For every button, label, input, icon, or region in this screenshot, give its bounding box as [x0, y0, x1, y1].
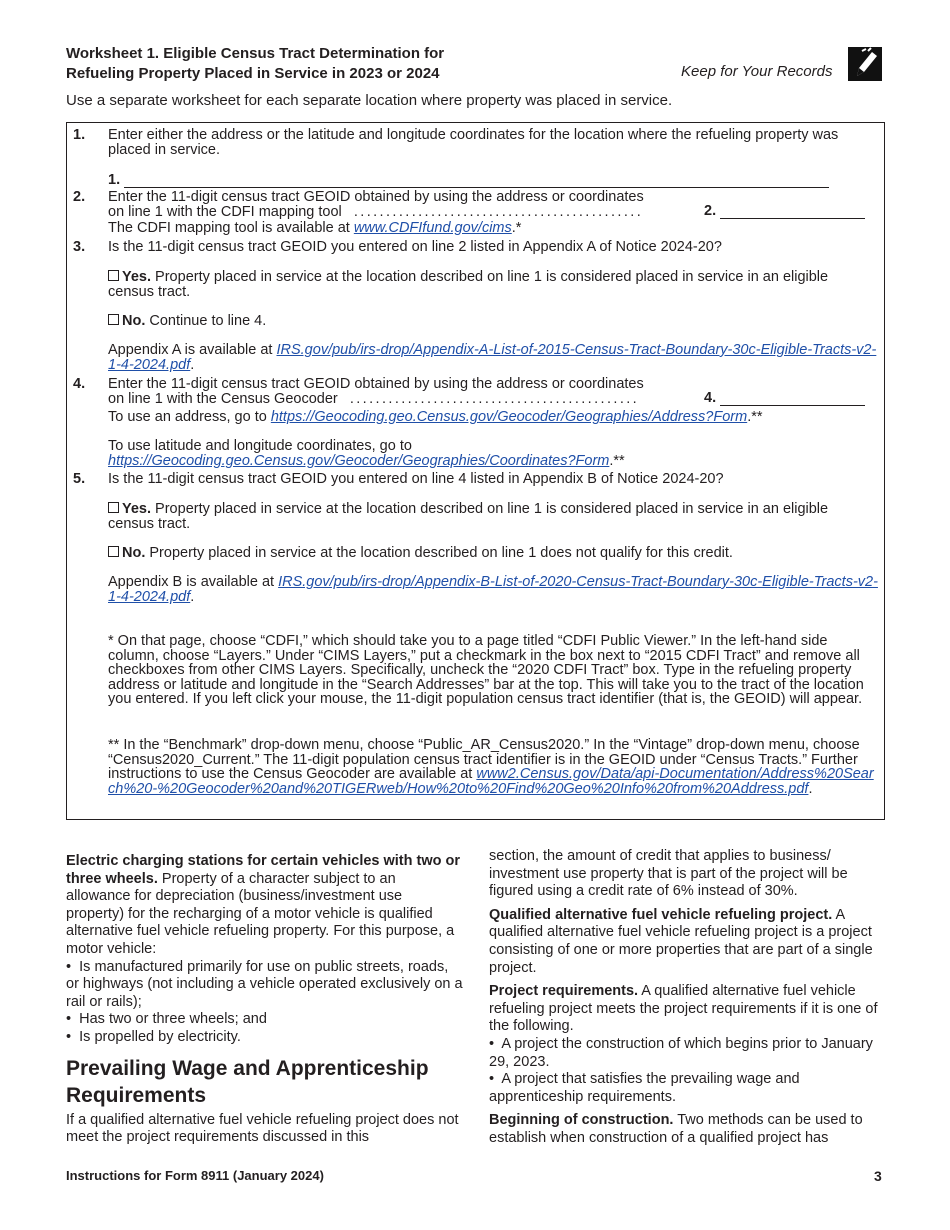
leader-dots: .............................................: [353, 203, 644, 220]
worksheet-box: [66, 122, 885, 820]
text: Property placed in service at the location described on line 1 is considered placed in service in an eligible census tract.: [108, 501, 829, 532]
bullet-list: [66, 959, 464, 1047]
field-label: 4.: [704, 390, 717, 406]
field-label: 2.: [704, 203, 717, 219]
text: .: [190, 588, 195, 605]
line-3-text: Is the 11-digit census tract GEOID you entered on line 2 listed in Appendix A of Notice 2024-20?: [108, 239, 722, 255]
paragraph: section, the amount of credit that applies to business/ investment use property that is part of the project will be figured using a credit rate of 6% instead of 30%.: [489, 848, 848, 900]
text: The CDFI mapping tool is available at: [108, 220, 354, 236]
text: Property of a character subject to an allowance for depreciation (business/investment use property) for the recharging of a motor vehicle is qualified alternative fuel vehicle refueling property. For this purpose, a motor vehicle:: [66, 870, 455, 957]
text: A qualified alternative fuel vehicle refueling project is a project consisting of one or more properties that are part of a single project.: [489, 906, 873, 976]
keep-for-records: Keep for Your Records: [681, 63, 833, 80]
line-4-field[interactable]: [704, 391, 865, 406]
bullet-item: • Is propelled by electricity.: [66, 1028, 241, 1045]
text: Appendix A is available at: [108, 342, 277, 358]
line-number: 4.: [73, 376, 86, 392]
text: .**: [609, 452, 625, 469]
line-5-text: Is the 11-digit census tract GEOID you entered on line 4 listed in Appendix B of Notice 2024-20?: [108, 471, 724, 487]
text: .: [808, 780, 813, 797]
page-number: 3: [874, 1168, 882, 1184]
text: Appendix B is available at: [108, 574, 279, 590]
paragraph: If a qualified alternative fuel vehicle refueling project does not meet the project requirements discussed in this: [66, 1111, 459, 1146]
geocoder-instructions-link[interactable]: www2.Census.gov/Data/api-Documentation/Address%20Search%20-%20Geocoder%20and%20TIGERweb/How%20to%20Find%20Geo%20Info%20from%20Address.pdf: [108, 766, 874, 797]
line-2-note: [108, 221, 878, 236]
pencil-icon: [848, 47, 882, 81]
text: A qualified alternative fuel vehicle refueling project meets the project requirements if it is one of the following.: [489, 983, 878, 1035]
yes-label: Yes.: [122, 501, 152, 517]
text: A project the construction of which begins prior to January 29, 2023.: [489, 1035, 873, 1070]
text: Property placed in service at the location described on line 1 is considered placed in service in an eligible census tract.: [108, 269, 829, 300]
geocoder-coordinates-link[interactable]: https://Geocoding.geo.Census.gov/Geocoder/Geographies/Coordinates?Form: [108, 452, 610, 469]
bullet-item: • Has two or three wheels; and: [66, 1011, 267, 1028]
footnote-geocoder: [108, 738, 878, 796]
address-note: [108, 410, 878, 425]
coordinates-note: [108, 439, 878, 468]
line-1-text: Enter either the address or the latitude and longitude coordinates for the location where the refueling property was placed in service.: [108, 127, 839, 158]
no-checkbox[interactable]: [108, 546, 119, 557]
text: Property placed in service at the location described on line 1 does not qualify for this credit.: [145, 545, 733, 561]
field-label: 1.: [108, 172, 121, 188]
text: Has two or three wheels; and: [79, 1011, 267, 1028]
line-number: 5.: [73, 471, 86, 487]
bullet-list: [489, 1036, 887, 1106]
footnote-cdfi: * On that page, choose “CDFI,” which should take you to a page titled “CDFI Public Viewer.” In the left-hand side column, choose “Layers.” Under “CIMS Layers,” put a checkmark in the box next to “2015 CDFI Tract” and remove all checkboxes from other CIMS Layers. Specifically, uncheck the “2020 CDFI Tract” box. Type in the refueling property address or latitude and longitude in the “Search Addresses” bar at the top. This will take you to the tract of the location you entered. If you left click your mouse, the 11-digit population census tract identifier (that is, the GEOID) will appear.: [108, 633, 864, 707]
worksheet-title: [66, 44, 444, 84]
subheading: Electric charging stations for certain vehicles with two or three wheels.: [66, 853, 461, 887]
right-column: [489, 848, 887, 1154]
leader-dots: .............................................: [349, 390, 640, 407]
line-1-field[interactable]: [108, 173, 878, 188]
subheading: Beginning of construction.: [489, 1112, 674, 1129]
text: on line 1 with the CDFI mapping tool: [108, 203, 342, 220]
no-checkbox[interactable]: [108, 314, 119, 325]
left-column: [66, 853, 464, 1153]
text: A project that satisfies the prevailing wage and apprenticeship requirements.: [489, 1071, 800, 1105]
yes-label: Yes.: [122, 269, 152, 285]
line-3-no: [108, 314, 878, 329]
text: ** In the “Benchmark” drop-down menu, choose “Public_AR_Census2020.” In the “Vintage” drop-down menu, choose “Census2020_Current.” The 11-digit population census tract identifier is in the GEOID under “Census Tracts.” Further instructions to use the Census Geocoder are available at: [108, 737, 860, 782]
section-heading: Prevailing Wage and Apprenticeship Requirements: [66, 1056, 429, 1107]
appendix-a-link[interactable]: IRS.gov/pub/irs-drop/Appendix-A-List-of-2015-Census-Tract-Boundary-30c-Eligible-Tracts-v2-1-4-2024.pdf: [108, 342, 877, 373]
subheading: Project requirements.: [489, 983, 639, 1000]
text: on line 1 with the Census Geocoder: [108, 390, 338, 407]
yes-checkbox[interactable]: [108, 270, 119, 281]
text: .*: [511, 220, 522, 236]
line-3-yes: [108, 270, 878, 299]
text: Continue to line 4.: [145, 313, 267, 329]
line-number: 2.: [73, 189, 86, 205]
line-number: 1.: [73, 127, 86, 143]
text: To use latitude and longitude coordinates, go to: [108, 438, 412, 454]
text: .: [190, 356, 195, 373]
no-label: No.: [122, 545, 146, 561]
text: Is propelled by electricity.: [79, 1028, 241, 1045]
bullet-item: • Is manufactured primarily for use on public streets, roads, or highways (not including a vehicle operated exclusively on a rail or rails);: [66, 958, 463, 1010]
intro-text: Use a separate worksheet for each separate location where property was placed in service.: [66, 92, 673, 109]
subheading: Qualified alternative fuel vehicle refueling project.: [489, 906, 833, 923]
appendix-b-link[interactable]: IRS.gov/pub/irs-drop/Appendix-B-List-of-2020-Census-Tract-Boundary-30c-Eligible-Tracts-v2-1-4-2024.pdf: [108, 574, 878, 605]
no-label: No.: [122, 313, 146, 329]
line-5-yes: [108, 502, 878, 531]
line-number: 3.: [73, 239, 86, 255]
appendix-a-note: [108, 343, 878, 372]
footer-form-name: Instructions for Form 8911 (January 2024): [66, 1168, 324, 1183]
text: Is manufactured primarily for use on public streets, roads, or highways (not including a vehicle operated exclusively on a rail or rails);: [66, 958, 463, 1010]
line-5-no: [108, 546, 878, 561]
bullet-item: • A project that satisfies the prevailing wage and apprenticeship requirements.: [489, 1071, 800, 1105]
text: .**: [747, 409, 763, 425]
text: Enter the 11-digit census tract GEOID obtained by using the address or coordinates: [108, 189, 644, 205]
yes-checkbox[interactable]: [108, 502, 119, 513]
title-line: Worksheet 1. Eligible Census Tract Determination for: [66, 45, 445, 62]
appendix-b-note: [108, 575, 878, 604]
title-line: Refueling Property Placed in Service in 2023 or 2024: [66, 65, 440, 82]
cdfi-link[interactable]: www.CDFIfund.gov/cims: [353, 220, 512, 236]
geocoder-address-link[interactable]: https://Geocoding.geo.Census.gov/Geocoder/Geographies/Address?Form: [270, 409, 748, 425]
line-2-field[interactable]: [704, 204, 865, 219]
text: Enter the 11-digit census tract GEOID obtained by using the address or coordinates: [108, 376, 644, 392]
text: To use an address, go to: [108, 409, 271, 425]
bullet-item: • A project the construction of which begins prior to January 29, 2023.: [489, 1035, 873, 1070]
text: Two methods can be used to establish when construction of a qualified project has: [489, 1112, 863, 1146]
